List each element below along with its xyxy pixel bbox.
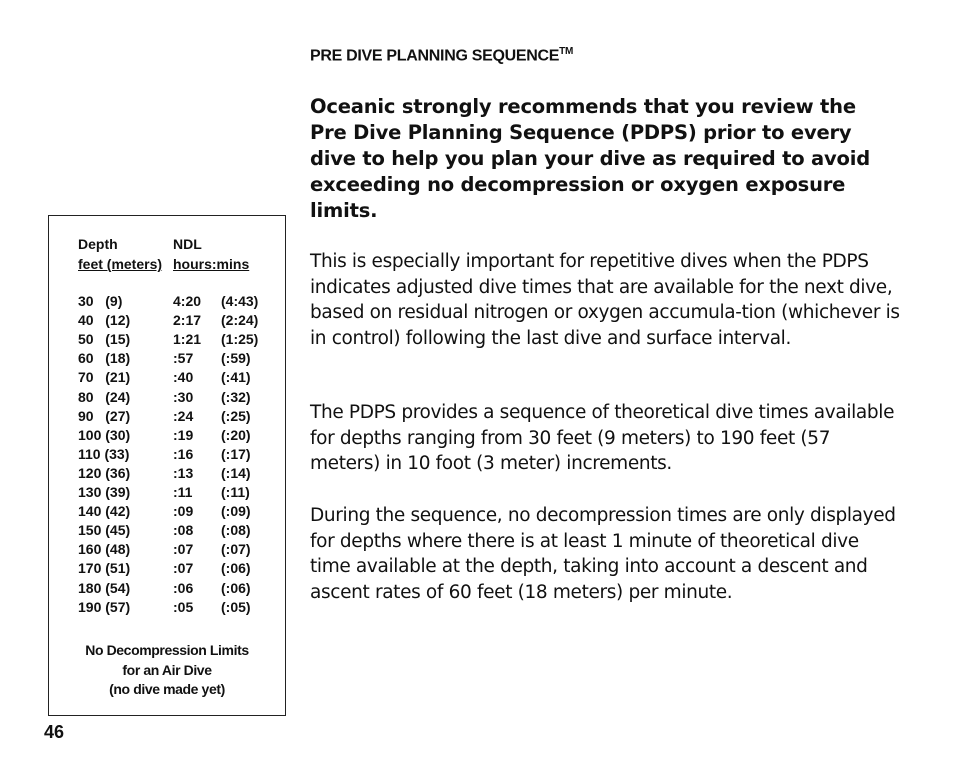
depth-header: Depth	[78, 236, 118, 252]
table-row	[49, 293, 285, 312]
alt-ndl-cell: (:07)	[221, 541, 251, 558]
table-row	[49, 484, 285, 503]
ndl-cell: :40	[173, 369, 194, 386]
ndl-cell: :19	[173, 426, 194, 443]
ndl-cell: :05	[173, 598, 194, 615]
caption-line-1: No Decompression Limits	[85, 642, 249, 658]
trademark-mark: TM	[559, 46, 573, 57]
page-title	[310, 46, 573, 65]
alt-ndl-cell: (:41)	[221, 369, 251, 386]
ndl-cell: :57	[173, 350, 194, 367]
ndl-cell: :13	[173, 464, 194, 481]
depth-cell: 40 (12)	[78, 312, 131, 329]
caption-line-2: for an Air Dive	[122, 661, 212, 678]
alt-ndl-cell: (:06)	[221, 560, 251, 577]
ndl-cell: :24	[173, 407, 194, 424]
ndl-cell: :07	[173, 560, 194, 577]
depth-cell: 110 (33)	[78, 445, 130, 462]
page-number: 46	[44, 722, 65, 742]
ndl-cell: :30	[173, 388, 194, 405]
depth-cell: 50 (15)	[78, 331, 131, 348]
ndl-cell: 1:21	[173, 331, 202, 348]
ndl-cell: :06	[173, 579, 194, 596]
depth-cell: 180 (54)	[78, 579, 131, 596]
depth-cell: 80 (24)	[78, 388, 131, 405]
ndl-cell: :09	[173, 503, 194, 520]
depth-cell: 120 (36)	[78, 464, 131, 481]
table-row	[49, 599, 285, 618]
ndl-cell: :08	[173, 522, 194, 539]
body-paragraph-3: During the sequence, no decompression times are only displayed for depths where there is at least 1 minute of theoretical dive time available at the depth, taking into account a descent and ascent rates of 60 feet (18 meters) per minute.	[310, 505, 896, 603]
ndl-cell: :07	[173, 541, 194, 558]
alt-ndl-cell: (:06)	[221, 579, 251, 596]
ndl-cell: :11	[173, 484, 193, 500]
depth-cell: 170 (51)	[78, 560, 131, 577]
depth-cell: 30 (9)	[78, 293, 123, 309]
table-row	[49, 503, 285, 522]
table-row	[49, 408, 285, 427]
table-row	[49, 580, 285, 599]
ndl-header: NDL	[173, 236, 202, 252]
table-row	[49, 560, 285, 579]
alt-ndl-cell: (:20)	[221, 426, 251, 443]
body-paragraph-2: The PDPS provides a sequence of theoretical dive times available for depths ranging from 30 feet (9 meters) to 190 feet (57 meters) in 10 foot (3 meter) increments.	[310, 402, 895, 475]
depth-cell: 150 (45)	[78, 522, 131, 539]
ndl-cell: 2:17	[173, 312, 202, 329]
table-row	[49, 350, 285, 369]
alt-ndl-cell: (:05)	[221, 598, 251, 615]
alt-ndl-cell: (4:43)	[221, 293, 259, 309]
table-caption	[49, 641, 285, 700]
depth-cell: 140 (42)	[78, 503, 131, 520]
title-text: PRE DIVE PLANNING SEQUENCE	[310, 47, 560, 65]
alt-ndl-cell: (:14)	[221, 464, 251, 481]
depth-units-header: feet (meters)	[78, 256, 163, 272]
ndl-cell: :16	[173, 445, 194, 462]
depth-cell: 60 (18)	[78, 350, 131, 367]
table-row	[49, 369, 285, 388]
alt-ndl-cell: (:59)	[221, 350, 251, 367]
table-row	[49, 522, 285, 541]
table-row	[49, 331, 285, 350]
alt-ndl-cell: (:32)	[221, 388, 251, 405]
depth-cell: 190 (57)	[78, 598, 131, 615]
alt-ndl-cell: (:17)	[221, 445, 251, 462]
depth-cell: 130 (39)	[78, 484, 131, 500]
depth-cell: 160 (48)	[78, 541, 131, 558]
body-paragraph-1: This is especially important for repetitive dives when the PDPS indicates adjusted dive times that are available for the next dive, based on residual nitrogen or oxygen accumula-tion (whichever is in control) following the last dive and surface interval.	[310, 251, 900, 349]
table-row	[49, 389, 285, 408]
depth-cell: 70 (21)	[78, 369, 131, 386]
depth-cell: 90 (27)	[78, 407, 131, 424]
table-row	[49, 541, 285, 560]
alt-ndl-cell: (:09)	[221, 503, 251, 520]
ndl-units-header: hours:mins	[173, 256, 250, 272]
alt-ndl-cell: (2:24)	[221, 312, 259, 329]
ndl-table	[48, 215, 286, 716]
ndl-cell: 4:20	[173, 293, 202, 309]
lead-paragraph: Oceanic strongly recommends that you review the Pre Dive Planning Sequence (PDPS) prior to every dive to help you plan your dive as required to avoid exceeding no decompression or oxygen exposure limits.	[310, 95, 870, 222]
table-row	[49, 446, 285, 465]
caption-line-3: (no dive made yet)	[109, 681, 225, 697]
alt-ndl-cell: (:08)	[221, 522, 251, 539]
alt-ndl-cell: (1:25)	[221, 331, 259, 348]
table-row	[49, 427, 285, 446]
table-row	[49, 465, 285, 484]
table-row	[49, 312, 285, 331]
alt-ndl-cell: (:11)	[221, 484, 250, 500]
depth-cell: 100 (30)	[78, 426, 131, 443]
alt-ndl-cell: (:25)	[221, 407, 251, 424]
